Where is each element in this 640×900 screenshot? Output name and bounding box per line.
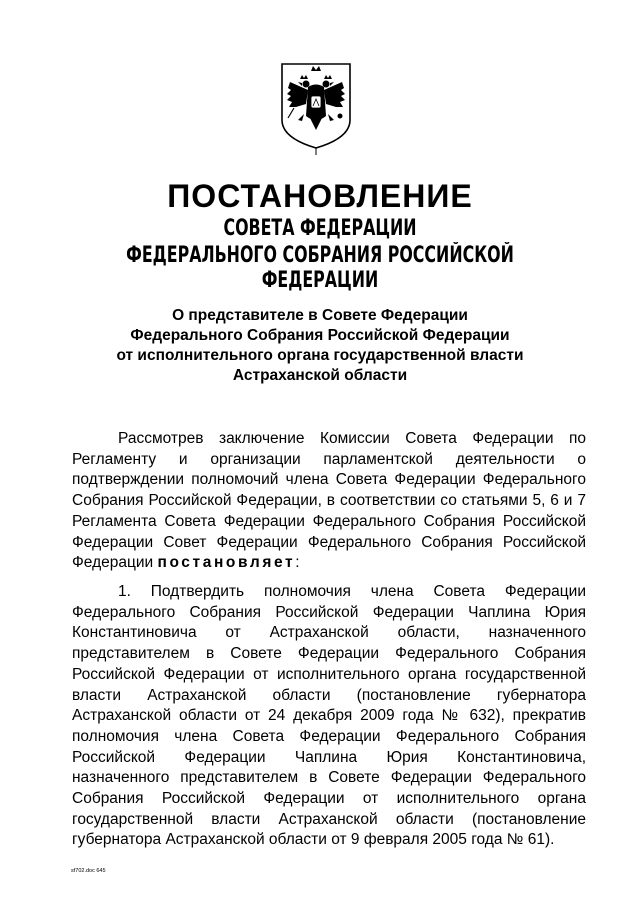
preamble-text: Рассмотрев заключение Комиссии Совета Федерации по Регламенту и организации парламентской деятельности о подтверждении полномочий члена Совета Федерации Федерального Собрания Российской Федерации, в соответствии со статьями 5, 6 и 7 Регламента Совета Федерации Федерального Собрания Российской Федерации Совет Федерации Федерального Собрания Российской Федерации <box>72 430 586 572</box>
document-subtitle-assembly: ФЕДЕРАЛЬНОГО СОБРАНИЯ РОССИЙСКОЙ ФЕДЕРАЦИИ <box>126 243 514 293</box>
decree-word: постановляет <box>157 554 296 572</box>
coat-of-arms-emblem <box>278 60 354 156</box>
preamble-end: : <box>295 554 300 572</box>
subject-line: от исполнительного органа государственной власти <box>116 347 524 364</box>
subject-line: О представителе в Совете Федерации <box>172 307 468 324</box>
subject-line: Федерального Собрания Российской Федерации <box>130 327 510 344</box>
document-subtitle-council: СОВЕТА ФЕДЕРАЦИИ <box>223 216 417 241</box>
preamble-paragraph <box>72 429 586 574</box>
document-subject <box>0 306 640 386</box>
item-1-paragraph: 1. Подтвердить полномочия члена Совета Федерации Федерального Собрания Российской Федерации Чаплина Юрия Константиновича от Астраханской области, назначенного представителем в Совете Федерации Федерального Собрания Российской Федерации от исполнительного органа государственной власти Астраханской области (постановление губернатора Астраханской области от 24 декабря 2009 года № 632), прекратив полномочия члена Совета Федерации Федерального Собрания Российской Федерации Чаплина Юрия Константиновича, назначенного представителем в Совете Федерации Федерального Собрания Российской Федерации от исполнительного органа государственной власти Астраханской области (постановление губернатора Астраханской области от 9 февраля 2005 года № 61). <box>72 583 586 849</box>
document-title: ПОСТАНОВЛЕНИЕ <box>167 178 473 214</box>
subject-line: Астраханской области <box>232 367 408 384</box>
document-footer-id: sf702.doc 645 <box>71 868 106 874</box>
